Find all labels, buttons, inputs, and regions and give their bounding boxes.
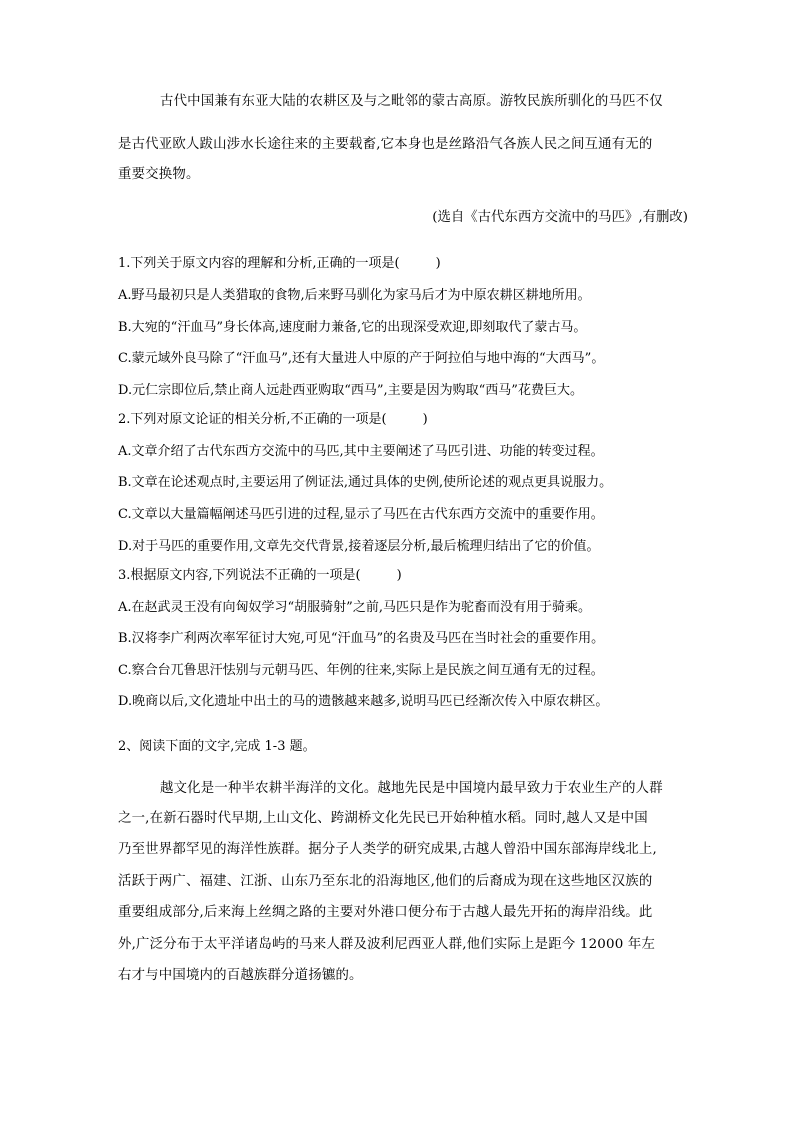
section-heading: 2、阅读下面的文字,完成 1-3 题。 [118,739,316,754]
option-b: B.汉将李广利两次率军征讨大宛,可见“汗血马”的名贵及马匹在当时社会的重要作用。 [118,631,605,646]
option-d: D.对于马匹的重要作用,文章先交代背景,接着逐层分析,最后梳理归结出了它的价值。 [118,539,600,554]
option-a: A.野马最初只是人类猎取的食物,后来野马驯化为家马后才为中原农耕区耕地所用。 [118,288,591,303]
passage-line: 越文化是一种半农耕半海洋的文化。越地先民是中国境内最早致力于农业生产的人群 [160,781,663,796]
passage-line: 重要交换物。 [118,167,200,182]
passage-line: 活跃于两广、福建、江浙、山东乃至东北的沿海地区,他们的后裔成为现在这些地区汉族的 [118,874,653,889]
option-d: D.晚商以后,文化遗址中出土的马的遗骸越来越多,说明马匹已经渐次传入中原农耕区。 [118,694,609,709]
option-b: B.大宛的“汗血马”身长体高,速度耐力兼备,它的出现深受欢迎,即刻取代了蒙古马。 [118,320,587,335]
option-c: C.蒙元域外良马除了“汗血马”,还有大量进人中原的产于阿拉伯与地中海的“大西马”。 [118,351,605,366]
option-a: A.在赵武灵王没有向匈奴学习“胡服骑射”之前,马匹只是作为驼畜而没有用于骑乘。 [118,600,591,615]
option-a: A.文章介绍了古代东西方交流中的马匹,其中主要阐述了马匹引进、功能的转变过程。 [118,444,604,459]
question-stem: 1.下列关于原文内容的理解和分析,正确的一项是( ) [118,256,441,271]
option-c: C.察合台兀鲁思汗怯别与元朝马匹、年例的往来,实际上是民族之间互通有无的过程。 [118,663,604,678]
option-b: B.文章在论述观点时,主要运用了例证法,通过具体的史例,使所论述的观点更具说服力。 [118,475,613,490]
passage-line: 乃至世界都罕见的海洋性族群。据分子人类学的研究成果,古越人曾沿中国东部海岸线北上, [118,842,657,857]
passage-line: 右才与中国境内的百越族群分道扬镳的。 [118,968,363,983]
option-c: C.文章以大量篇幅阐述马匹引进的过程,显示了马匹在古代东西方交流中的重要作用。 [118,507,604,522]
passage-line: 古代中国兼有东亚大陆的农耕区及与之毗邻的蒙古高原。游牧民族所驯化的马匹不仅 [160,94,663,109]
question-stem: 2.下列对原文论证的相关分析,不正确的一项是( ) [118,412,428,427]
passage-line: 外,广泛分布于太平洋诸岛屿的马来人群及波利尼西亚人群,他们实际上是距今 12000 年左 [118,937,656,952]
passage-line: 是古代亚欧人跋山涉水长途往来的主要载畜,它本身也是丝路沿气各族人民之间互通有无的 [118,137,653,152]
option-d: D.元仁宗即位后,禁止商人远赴西亚购取“西马”,主要是因为购取“西马”花费巨大。 [118,383,583,398]
passage-line: 重要组成部分,后来海上丝绸之路的主要对外港口便分布于古越人最先开拓的海岸沿线。此 [118,905,653,920]
source-citation: (选自《古代东西方交流中的马匹》,有删改) [432,210,688,225]
question-stem: 3.根据原文内容,下列说法不正确的一项是( ) [118,568,402,583]
passage-line: 之一,在新石器时代早期,上山文化、跨湖桥文化先民已开始种植水稻。同时,越人又是中国 [118,811,648,826]
